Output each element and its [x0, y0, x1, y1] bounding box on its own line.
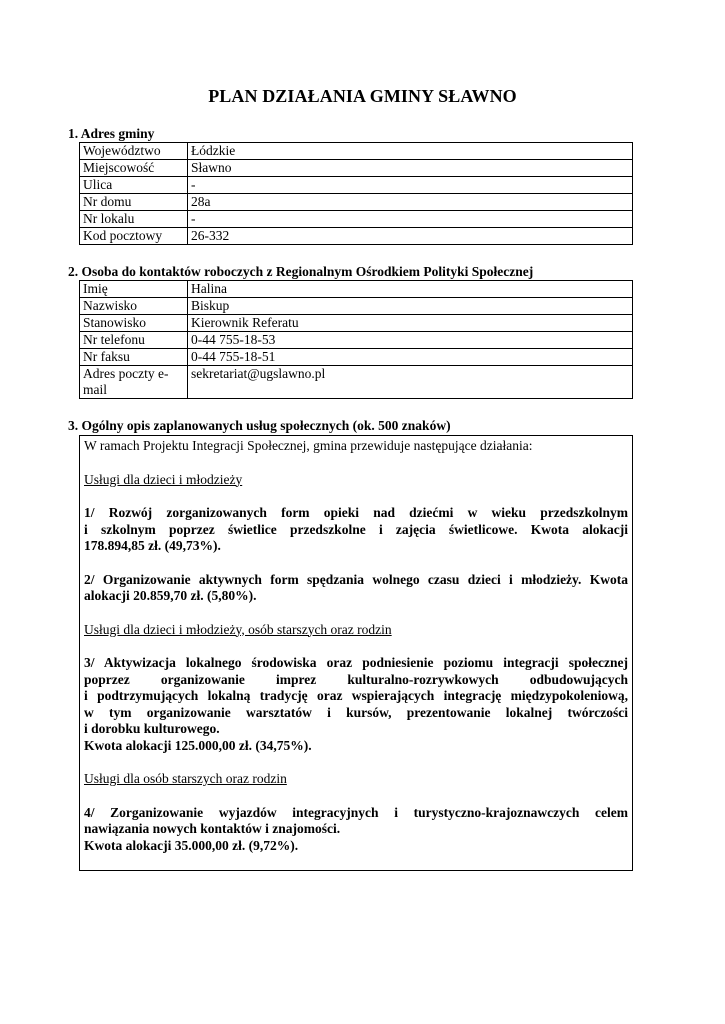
address-key: Nr domu [80, 194, 188, 211]
address-table [79, 142, 633, 245]
item-1-line-1: 1/ Rozwój zorganizowanych form opieki nad dziećmi w wieku przedszkolnym [84, 505, 628, 520]
table-row [80, 228, 633, 245]
table-row [80, 143, 633, 160]
item-1-line-2: i szkolnym poprzez świetlice przedszkolne i zajęcia świetlicowe. Kwota alokacji [84, 521, 628, 537]
table-row [80, 177, 633, 194]
address-value: - [188, 177, 633, 194]
item-3-line-5: i dorobku kulturowego. [84, 721, 220, 736]
services-description-box [79, 435, 633, 871]
table-row [80, 332, 633, 349]
contact-value: 0-44 755-18-51 [188, 349, 633, 366]
contact-table [79, 280, 633, 399]
group-1-heading: Usługi dla dzieci i młodzieży [84, 471, 243, 487]
address-key: Nr lokalu [80, 211, 188, 228]
table-row [80, 211, 633, 228]
group-2-heading: Usługi dla dzieci i młodzieży, osób starszych oraz rodzin [84, 621, 392, 637]
address-value: - [188, 211, 633, 228]
contact-key: Nazwisko [80, 298, 188, 315]
contact-value: Biskup [188, 298, 633, 315]
contact-value: Kierownik Referatu [188, 315, 633, 332]
contact-value: sekretariat@ugslawno.pl [188, 366, 633, 399]
table-row [80, 281, 633, 298]
address-key: Kod pocztowy [80, 228, 188, 245]
intro-text: W ramach Projektu Integracji Społecznej, gmina przewiduje następujące działania: [84, 438, 533, 453]
section-3-heading: 3. Ogólny opis zaplanowanych usług społecznych (ok. 500 znaków) [68, 418, 451, 433]
contact-key [80, 366, 188, 399]
item-3-line-6: Kwota alokacji 125.000,00 zł. (34,75%). [84, 737, 312, 753]
email-key-line-1: Adres poczty e- [83, 366, 169, 381]
item-3-line-3: i podtrzymujących lokalną tradycję oraz wspierających integrację międzypokoleniową, [84, 688, 628, 703]
table-row [80, 315, 633, 332]
table-row [80, 366, 633, 399]
item-4-line-1: 4/ Zorganizowanie wyjazdów integracyjnych i turystyczno-krajoznawczych celem [84, 804, 628, 820]
item-3-line-2: poprzez organizowanie imprez kulturalno-rozrywkowych odbudowujących [84, 671, 628, 687]
item-3-line-1: 3/ Aktywizacja lokalnego środowiska oraz podniesienie poziomu integracji społecznej [84, 655, 628, 670]
item-3-line-4: w tym organizowanie warsztatów i kursów, prezentowanie lokalnej twórczości [84, 704, 628, 720]
item-4-line-2: nawiązania nowych kontaktów i znajomości. [84, 821, 341, 836]
item-2-line-1: 2/ Organizowanie aktywnych form spędzania wolnego czasu dzieci i młodzieży. Kwota [84, 571, 628, 587]
group-3-heading: Usługi dla osób starszych oraz rodzin [84, 771, 287, 786]
table-row [80, 349, 633, 366]
item-1-line-3: 178.894,85 zł. (49,73%). [84, 538, 221, 553]
table-row [80, 194, 633, 211]
table-row [80, 160, 633, 177]
item-2-line-2: alokacji 20.859,70 zł. (5,80%). [84, 588, 257, 603]
address-key: Ulica [80, 177, 188, 194]
contact-value: 0-44 755-18-53 [188, 332, 633, 349]
address-value: 26-332 [188, 228, 633, 245]
address-key: Miejscowość [80, 160, 188, 177]
section-2-heading: 2. Osoba do kontaktów roboczych z Regionalnym Ośrodkiem Polityki Społecznej [68, 264, 534, 279]
contact-key: Stanowisko [80, 315, 188, 332]
section-1-heading: 1. Adres gminy [68, 126, 155, 141]
address-key: Województwo [80, 143, 188, 160]
page-title: PLAN DZIAŁANIA GMINY SŁAWNO [208, 86, 517, 106]
contact-key: Nr faksu [80, 349, 188, 366]
item-4-line-3: Kwota alokacji 35.000,00 zł. (9,72%). [84, 837, 299, 853]
address-value: Łódzkie [188, 143, 633, 160]
contact-key: Imię [80, 281, 188, 298]
contact-key: Nr telefonu [80, 332, 188, 349]
table-row [80, 298, 633, 315]
address-value: Sławno [188, 160, 633, 177]
email-key-line-2: mail [83, 382, 107, 397]
address-value: 28a [188, 194, 633, 211]
contact-value: Halina [188, 281, 633, 298]
